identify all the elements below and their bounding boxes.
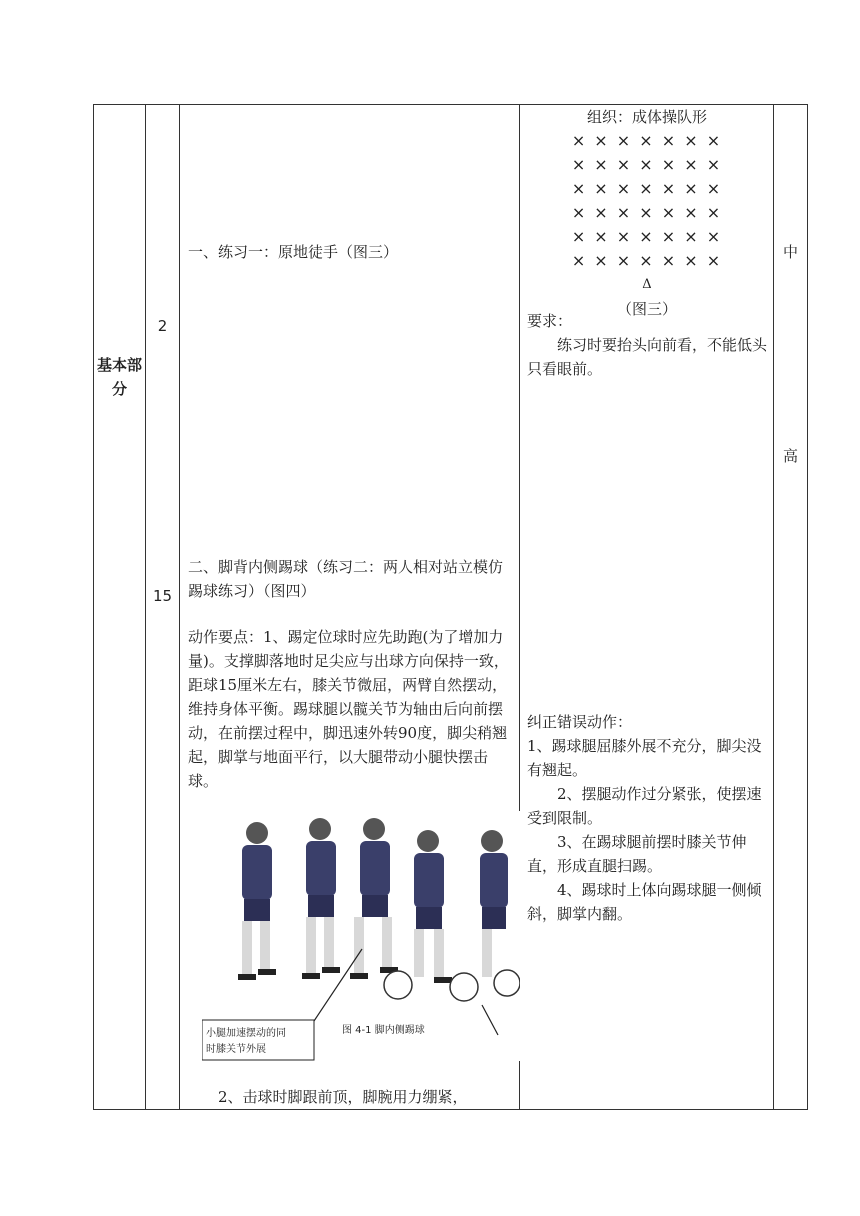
formation-grid: [527, 129, 767, 273]
load-cell: [774, 105, 808, 1110]
section-cell: [94, 105, 146, 1110]
correction-item: 1、踢球腿屈膝外展不充分，脚尖没有翘起。: [527, 737, 762, 779]
correction-title: 纠正错误动作：: [527, 713, 633, 731]
annotation-label-line2: 时膝关节外展: [206, 1044, 266, 1055]
exercise1-text: 一、练习一：原地徒手（图三）: [188, 243, 399, 261]
key-points-text: 动作要点：1、踢定位球时应先助跑(为了增加力量)。支撑脚落地时足尖应与出球方向保持一致，距球15厘米左右，膝关节微屈，两臂自然摆动，维持身体平衡。踢球腿以髋关节为轴由后向前摆动，在前摆过程中，脚迅速外转90度，脚尖稍翘起，脚掌与地面平行，以大腿带动小腿快摆击球。: [188, 628, 509, 790]
requirement-text: 练习时要抬头向前看，不能低头只看眼前。: [527, 336, 768, 378]
time-exercise1: 2: [157, 317, 168, 335]
lesson-plan-table: [93, 104, 808, 1110]
formation-row: × × × × × × ×: [571, 155, 723, 174]
figure3-label: （图三）: [616, 300, 677, 318]
point2-text: 2、击球时脚跟前顶，脚腕用力绷紧，: [218, 1088, 468, 1106]
time-cell: [146, 105, 180, 1110]
figure-caption: 图 4-1 脚内侧踢球: [342, 1025, 425, 1036]
formation-row: × × × × × × ×: [571, 203, 723, 222]
load-high: 高: [782, 447, 798, 465]
formation-row: × × × × × × ×: [571, 131, 723, 150]
content-cell: [180, 105, 520, 1110]
correction-item: 4、踢球时上体向踢球腿一侧倾斜，脚掌内翻。: [527, 881, 762, 923]
time-exercise2: 15: [152, 587, 173, 605]
organization-title: 组织：成体操队形: [586, 108, 707, 126]
formation-row: × × × × × × ×: [571, 227, 723, 246]
load-medium: 中: [782, 243, 798, 261]
section-label: 基本部分: [96, 356, 142, 398]
exercise2-text: 二、脚背内侧踢球（练习二：两人相对站立模仿踢球练习）（图四）: [188, 558, 504, 600]
annotation-label-line1: 小腿加速摆动的同: [206, 1028, 286, 1039]
correction-item: 2、摆腿动作过分紧张，使摆速受到限制。: [527, 785, 762, 827]
formation-row: × × × × × × ×: [571, 251, 723, 270]
teacher-mark: Δ: [642, 277, 652, 292]
requirement-block: [527, 309, 767, 381]
organization-cell: [520, 105, 774, 1110]
requirement-title: 要求：: [527, 312, 573, 330]
correction-block: [527, 710, 767, 926]
kicking-figure: [202, 811, 520, 1061]
correction-item: 3、在踢球腿前摆时膝关节伸直，形成直腿扫踢。: [527, 833, 747, 875]
formation-row: × × × × × × ×: [571, 179, 723, 198]
